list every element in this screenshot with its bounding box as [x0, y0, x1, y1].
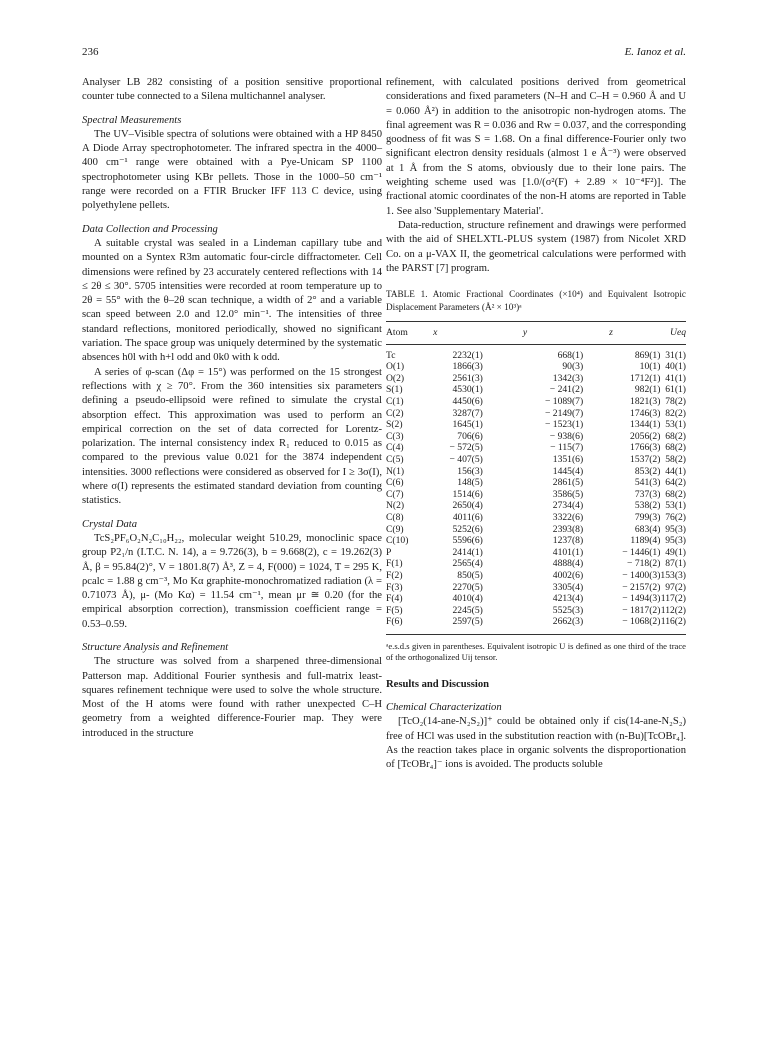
table-row	[386, 396, 686, 408]
table-cell: 87(1)	[665, 558, 686, 570]
table-cell: 58(2)	[665, 453, 686, 465]
table-cell: 541(3)	[634, 477, 661, 489]
table-cell: 799(3)	[634, 511, 661, 523]
table-cell: 4011(6)	[452, 511, 483, 523]
table-cell: P	[386, 546, 392, 558]
table-cell: 3287(7)	[452, 407, 483, 419]
table-cell: 44(1)	[665, 465, 686, 477]
table-cell: − 2157(2)	[622, 581, 661, 593]
table-cell: − 2149(7)	[544, 407, 584, 419]
table-header-row	[386, 322, 686, 344]
table-row	[386, 616, 686, 634]
table-cell: C(1)	[386, 396, 404, 408]
table-cell: 1237(8)	[552, 535, 584, 547]
table-cell: F(4)	[386, 593, 403, 605]
table-cell: 112(2)	[660, 604, 686, 616]
table-cell: C(2)	[386, 407, 404, 419]
paragraph-analyser: Analyser LB 282 consisting of a position sensitive proportional counter tube connected to a Silena multichannel analyser.	[82, 77, 382, 103]
table-row	[386, 373, 686, 385]
table-row	[386, 344, 686, 361]
table-cell: 4002(6)	[552, 569, 584, 581]
table-cell: Tc	[386, 349, 396, 361]
table-row	[386, 605, 686, 617]
table-cell: 53(1)	[665, 500, 686, 512]
table-row	[386, 582, 686, 594]
table-cell: 1445(4)	[552, 465, 584, 477]
table-cell: 68(2)	[665, 488, 686, 500]
header-y: y	[483, 322, 583, 344]
table-row	[386, 384, 686, 396]
table-row	[386, 361, 686, 373]
table-cell: 4010(4)	[452, 593, 483, 605]
paragraph-structure: The structure was solved from a sharpened three-dimensional Patterson map. Additional Fourier synthesis and full-matrix least-squares refinement technique were used to solve the whole structure. Most of the H atoms were found with rather unexpected C–H geometry from a weighted difference-Fourier map. They were introduced in the structure	[82, 656, 382, 739]
table-row	[386, 489, 686, 501]
table-cell: − 938(6)	[549, 430, 584, 442]
table-row	[386, 512, 686, 524]
table-cell: 117(2)	[660, 593, 686, 605]
table-cell: 668(1)	[557, 349, 584, 361]
paragraph-crystal: TcS₂PF₆O₂N₂C₁₀H₂₂, molecular weight 510.29, monoclinic space group P2₁/n (I.T.C. N. 14), a = 9.726(3), b = 9.668(2), c = 19.262(3) Å, β = 95.84(2)°, V = 1801.8(7) Å³, Z = 4, F(000) = 1024, T = 295 K, ρcalc = 1.88 g cm⁻³, Mo Kα graphite-monochromatized radiation (λ = 0.71073 Å), μ- (Mo Kα) = 11.54 cm⁻¹, mean μr ≅ 0.20 (for the empirical absorption correction), transmission coefficient range = 0.53–0.59.	[82, 532, 382, 630]
table-row	[386, 547, 686, 559]
table-cell: 1821(3)	[630, 396, 661, 408]
heading-crystal-data: Crystal Data	[82, 518, 138, 530]
table-cell: 2245(5)	[452, 604, 483, 616]
table-row	[386, 442, 686, 454]
table-cell: N(2)	[386, 500, 405, 512]
header-ueq: Ueq	[660, 322, 686, 344]
paragraph-refinement-2: Data-reduction, structure refinement and drawings were performed with the aid of SHELXTL-PLUS system (1987) from Nicolet XRD Co. on a μ-VAX II, the geometrical calculations were performed with the PARST [7] program.	[386, 219, 686, 274]
table-cell: 4101(1)	[552, 546, 584, 558]
table-cell: C(7)	[386, 488, 404, 500]
table-row	[386, 419, 686, 431]
paragraph-chemical: [TcO₂(14-ane-N₂S₂)]⁺ could be obtained only if cis(14-ane-N₂S₂) free of HCl was used in the substitution reaction with (n-Bu)[TcOBr₄]. As the reaction takes place in organic solvents the disproportionation of [TcOBr₄]⁻ ions is avoided. The products soluble	[386, 716, 686, 771]
table-row	[386, 535, 686, 547]
table-cell: S(1)	[386, 384, 403, 396]
table-cell: 82(2)	[665, 407, 686, 419]
heading-spectral-measurements: Spectral Measurements	[82, 114, 182, 126]
table-cell: 148(5)	[457, 477, 483, 489]
table-cell: 1537(2)	[630, 453, 661, 465]
table-cell: 1746(3)	[630, 407, 661, 419]
table-cell: 68(2)	[665, 442, 686, 454]
table-cell: 982(1)	[634, 384, 661, 396]
heading-chemical-characterization: Chemical Characterization	[386, 702, 502, 713]
table-cell: − 718(2)	[627, 558, 661, 570]
table-cell: 10(1)	[639, 361, 661, 373]
heading-structure-analysis: Structure Analysis and Refinement	[82, 641, 229, 653]
left-column	[82, 76, 382, 741]
table-cell: 90(3)	[562, 361, 584, 373]
heading-results-discussion: Results and Discussion	[386, 678, 490, 690]
table-cell: 1766(3)	[630, 442, 661, 454]
table-cell: 40(1)	[665, 361, 686, 373]
table-footnote: ᵃe.s.d.s given in parentheses. Equivalent isotropic U is defined as one third of the trace of the orthogonalized Uij tensor.	[386, 640, 686, 663]
table-row	[386, 570, 686, 582]
right-column	[386, 76, 686, 772]
table-cell: N(1)	[386, 465, 405, 477]
table-cell: 64(2)	[665, 477, 686, 489]
paragraph-collection-2: A series of φ-scan (Δφ = 15°) was performed on the 15 strongest reflections with χ ≥ 70°. From the 360 intensities six parameters defining a pseudo-ellipsoid were refined to simulate the crystal absorption effect. This approximation was used to perform an empirical correction on the set of data corrected for Lorentz-polarization. The internal consistency index R₁ reduced to 0.015 as compared to the previous value 0.021 for the 3874 independent intensities. 3000 reflections were considered as observed for I ≥ 3σ(I), where σ(I) represents the estimated standard deviation from counting statistics.	[82, 366, 382, 507]
table-cell: C(5)	[386, 453, 404, 465]
table-cell: − 1817(2)	[622, 604, 661, 616]
table-cell: 78(2)	[665, 396, 686, 408]
table-cell: 538(2)	[634, 500, 661, 512]
table-cell: C(3)	[386, 430, 404, 442]
table-cell: 4450(6)	[452, 396, 483, 408]
table-cell: − 1400(3)	[622, 569, 661, 581]
table-cell: − 115(7)	[550, 442, 584, 454]
table-cell: 683(4)	[634, 523, 661, 535]
coordinates-table	[386, 321, 686, 635]
table-cell: F(1)	[386, 558, 403, 570]
table-cell: 2561(3)	[452, 372, 483, 384]
table-cell: − 1089(7)	[544, 396, 584, 408]
table-cell: 76(2)	[665, 511, 686, 523]
table-cell: 4213(4)	[552, 593, 584, 605]
table-cell: 2861(5)	[552, 477, 584, 489]
table-cell: 31(1)	[665, 349, 686, 361]
table-cell: 4530(1)	[452, 384, 483, 396]
table-cell: − 241(2)	[549, 384, 584, 396]
table-cell: 1189(4)	[630, 535, 661, 547]
table-cell: S(2)	[386, 419, 403, 431]
table-cell: 1351(6)	[552, 453, 584, 465]
paragraph-refinement-1: refinement, with calculated positions derived from geometrical considerations and fixed parameters (N–H and C–H = 0.960 Å and U = 0.060 Å²) in addition to the anisotropic non-hydrogen atoms. The final agreement was R = 0.036 and Rw = 0.037, and the corresponding goodness of fit was S = 1.68. On a final difference-Fourier only two significant electron density residuals (almost 1 e Å⁻³) were observed at 1 Å from the S atoms, obviously due to their lone pairs. The weighting scheme used was [1.0/(σ²(F) + 2.89 × 10⁻⁴F²)]. The fractional atomic coordinates of the non-H atoms are reported in Table 1. See also 'Supplementary Material'.	[386, 77, 686, 217]
table-cell: 95(3)	[665, 535, 686, 547]
table-cell: 3322(6)	[552, 511, 584, 523]
table-cell: 68(2)	[665, 430, 686, 442]
table-cell: 2270(5)	[452, 581, 483, 593]
table-cell: 869(1)	[634, 349, 661, 361]
table-cell: C(8)	[386, 511, 404, 523]
heading-data-collection: Data Collection and Processing	[82, 223, 218, 235]
table-cell: F(5)	[386, 604, 403, 616]
table-row	[386, 466, 686, 478]
table-row	[386, 431, 686, 443]
table-cell: 41(1)	[665, 372, 686, 384]
table-row	[386, 454, 686, 466]
table-cell: − 1446(1)	[622, 546, 661, 558]
table-cell: 5596(6)	[452, 535, 483, 547]
table-cell: C(10)	[386, 535, 409, 547]
table-cell: 53(1)	[665, 419, 686, 431]
table-caption: TABLE 1. Atomic Fractional Coordinates (×10⁴) and Equivalent Isotropic Displacement Parameters (Å² × 10³)ᵃ	[386, 289, 686, 312]
table-cell: 706(6)	[457, 430, 483, 442]
table-cell: F(2)	[386, 569, 403, 581]
table-cell: 97(2)	[665, 581, 686, 593]
table-cell: 2650(4)	[452, 500, 483, 512]
table-cell: 156(3)	[457, 465, 483, 477]
table-cell: 2056(2)	[630, 430, 661, 442]
table-cell: 1342(3)	[552, 372, 584, 384]
paragraph-spectral: The UV–Visible spectra of solutions were obtained with a HP 8450 A Diode Array spectrophotometer. The infrared spectra in the 4000–400 cm⁻¹ range were obtained with a Pye-Unicam SP 1100 spectrophotometer using KBr pellets. Those in the 1000–50 cm⁻¹ range were recorded on a FTIR Brucker IFF 113 C device, using polyethylene pellets.	[82, 128, 382, 212]
table-cell: 5252(6)	[452, 523, 483, 535]
table-cell: − 1494(3)	[622, 593, 661, 605]
header-x: x	[425, 322, 483, 344]
table-row	[386, 524, 686, 536]
table-cell: 1712(1)	[630, 372, 661, 384]
table-cell: 2393(8)	[552, 523, 584, 535]
page-number: 236	[82, 46, 99, 58]
table-cell: F(3)	[386, 581, 403, 593]
table-cell: − 1068(2)	[583, 616, 660, 634]
paragraph-collection-1: A suitable crystal was sealed in a Lindeman capillary tube and mounted on a Syntex R3m automatic four-circle diffractometer. Cell dimensions were refined by 23 accurately centered reflections with 14 ≤ 2θ ≤ 30°. 5705 intensities were recorded at room temperature up to 2θ = 55° with the θ–2θ scan technique, a width of 2° and a variable scan speed between 2.0 and 12.0° min⁻¹. The intensities of three standard reflections, monitored periodically, showed no significant variation. The space group was uniquely determined by the systematic absences h0l with h+l odd and 0k0 with k odd.	[82, 237, 382, 364]
table-cell: 153(3)	[660, 569, 686, 581]
table-cell: C(4)	[386, 442, 404, 454]
table-cell: − 572(5)	[449, 442, 483, 454]
table-cell: 5525(3)	[552, 604, 584, 616]
table-cell: 850(5)	[457, 569, 483, 581]
table-cell: 737(3)	[634, 488, 661, 500]
table-cell: 1514(6)	[452, 488, 483, 500]
table-row	[386, 500, 686, 512]
table-cell: 4888(4)	[552, 558, 584, 570]
table-cell: 2232(1)	[452, 349, 483, 361]
table-cell: 853(2)	[634, 465, 661, 477]
running-head: E. Ianoz et al.	[624, 46, 686, 58]
table-cell: 49(1)	[665, 546, 686, 558]
table-cell: 3305(4)	[552, 581, 584, 593]
table-cell: 116(2)	[660, 616, 686, 634]
table-row	[386, 477, 686, 489]
table-cell: F(6)	[386, 616, 425, 634]
table-cell: O(2)	[386, 372, 405, 384]
table-cell: 61(1)	[665, 384, 686, 396]
table-cell: 2734(4)	[552, 500, 584, 512]
header-z: z	[583, 322, 660, 344]
table-cell: C(9)	[386, 523, 404, 535]
table-cell: O(1)	[386, 361, 405, 373]
table-cell: 95(3)	[665, 523, 686, 535]
table-cell: − 407(5)	[449, 453, 483, 465]
table-cell: 1866(3)	[452, 361, 483, 373]
table-cell: 3586(5)	[552, 488, 584, 500]
table-row	[386, 408, 686, 420]
table-cell: 1645(1)	[452, 419, 483, 431]
table-cell: 2662(3)	[483, 616, 583, 634]
table-cell: − 1523(1)	[544, 419, 584, 431]
table-cell: 2597(5)	[425, 616, 483, 634]
table-cell: 1344(1)	[630, 419, 661, 431]
table-cell: C(6)	[386, 477, 404, 489]
table-row	[386, 593, 686, 605]
table-cell: 2414(1)	[452, 546, 483, 558]
table-row	[386, 558, 686, 570]
header-atom: Atom	[386, 322, 425, 344]
table-cell: 2565(4)	[452, 558, 483, 570]
